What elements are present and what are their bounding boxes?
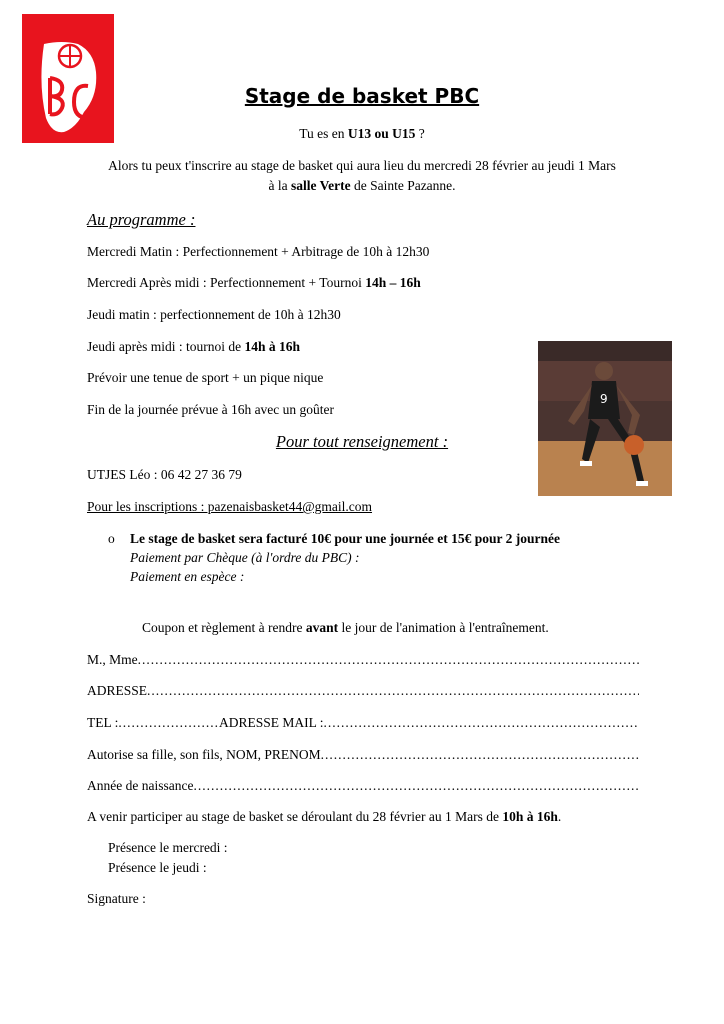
presence-thursday: Présence le jeudi : <box>108 860 207 875</box>
birth-label: Année de naissance <box>87 778 194 793</box>
player-image <box>538 341 672 496</box>
intro-line-1: Tu es en U13 ou U15 ? <box>299 126 425 141</box>
tel-label: TEL : <box>87 715 119 730</box>
coupon-line: Coupon et règlement à rendre avant le jour de l'animation à l'entraînement. <box>142 620 549 635</box>
name-dots <box>138 652 639 668</box>
name-label: M., Mme <box>87 652 138 667</box>
contact-line: UTJES Léo : 06 42 27 36 79 <box>87 467 242 482</box>
address-field[interactable] <box>87 683 639 699</box>
intro-line-3: à la salle Verte de Sainte Pazanne. <box>268 178 456 193</box>
intro-line-2: Alors tu peux t'inscrire au stage de basket qui aura lieu du mercredi 28 février au jeudi 1 Mars <box>108 158 616 173</box>
programme-item: Mercredi Matin : Perfectionnement + Arbitrage de 10h à 12h30 <box>87 244 430 259</box>
programme-heading: Au programme : <box>87 210 196 229</box>
tarif-line: Le stage de basket sera facturé 10€ pour une journée et 15€ pour 2 journée <box>130 531 560 546</box>
pbc-logo-graphic <box>22 14 114 143</box>
email-dots <box>324 715 639 731</box>
programme-item: Fin de la journée prévue à 16h avec un goûter <box>87 402 335 417</box>
authorise-dots <box>321 747 639 763</box>
inscriptions-email-link[interactable]: Pour les inscriptions : pazenaisbasket44@gmail.com <box>87 499 373 514</box>
jersey-number: 9 <box>600 392 608 406</box>
participate-line: A venir participer au stage de basket se déroulant du 28 février au 1 Mars de 10h à 16h. <box>87 809 562 824</box>
birth-year-field[interactable] <box>87 778 639 794</box>
authorise-field[interactable] <box>87 747 639 763</box>
programme-item: Jeudi matin : perfectionnement de 10h à 12h30 <box>87 307 341 322</box>
paiement-especes: Paiement en espèce : <box>130 569 245 584</box>
tel-dots <box>118 715 219 731</box>
tel-email-field[interactable] <box>87 715 639 731</box>
programme-item: Mercredi Après midi : Perfectionnement + Tournoi 14h – 16h <box>87 275 421 290</box>
paiement-cheque: Paiement par Chèque (à l'ordre du PBC) : <box>130 550 360 565</box>
page-title: Stage de basket PBC <box>244 84 480 108</box>
email-label: ADRESSE MAIL : <box>219 715 324 730</box>
programme-item: Jeudi après midi : tournoi de 14h à 16h <box>87 339 301 354</box>
programme-item: Prévoir une tenue de sport + un pique nique <box>87 370 324 385</box>
pbc-logo <box>22 14 114 143</box>
address-dots <box>147 683 639 699</box>
name-field[interactable] <box>87 652 639 668</box>
authorise-label: Autorise sa fille, son fils, NOM, PRENOM <box>87 747 321 762</box>
basketball-player-photo <box>538 341 672 496</box>
signature-label: Signature : <box>87 891 146 906</box>
tarif-bullet: o <box>108 531 115 546</box>
birth-dots <box>193 778 639 794</box>
address-label: ADRESSE <box>87 683 148 698</box>
renseignement-heading: Pour tout renseignement : <box>275 432 449 451</box>
presence-wednesday: Présence le mercredi : <box>108 840 228 855</box>
